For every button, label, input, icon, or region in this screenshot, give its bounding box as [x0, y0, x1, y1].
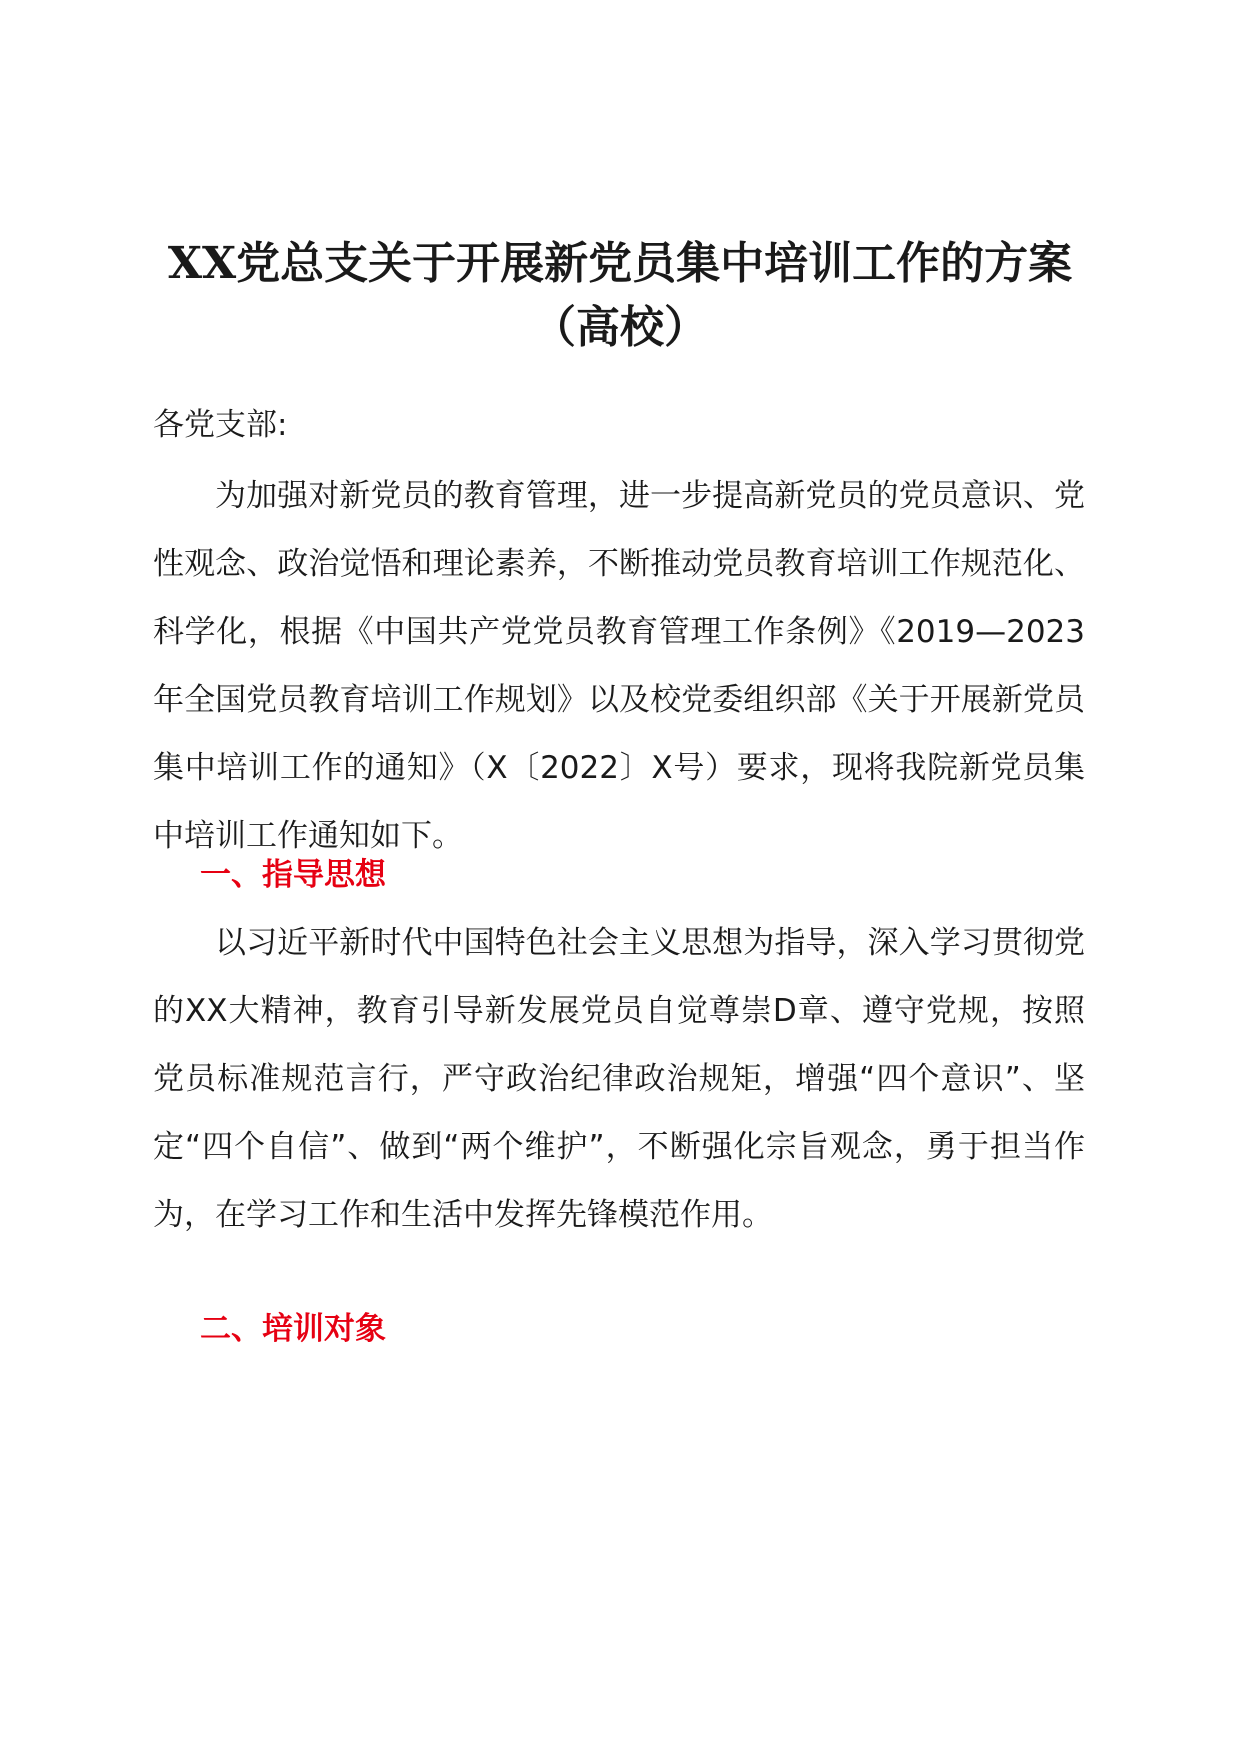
section-heading-training-targets: 二、培训对象: [200, 1311, 386, 1347]
intro-paragraph: 为加强对新党员的教育管理，进一步提高新党员的党员意识、党性观念、政治觉悟和理论素养，不断推动党员教育培训工作规范化、科学化，根据《中国共产党党员教育管理工作条例》《2019—2023年全国党员教育培训工作规划》以及校党委组织部《关于开展新党员集中培训工作的通知》（X〔2022〕X号）要求，现将我院新党员集中培训工作通知如下。: [153, 478, 1085, 854]
section-heading-guiding-ideology: 一、指导思想: [200, 857, 386, 893]
guiding-ideology-paragraph: 以习近平新时代中国特色社会主义思想为指导，深入学习贯彻党的XX大精神，教育引导新发展党员自觉尊崇D章、遵守党规，按照党员标准规范言行，严守政治纪律政治规矩，增强“四个意识”、坚定“四个自信”、做到“两个维护”，不断强化宗旨观念，勇于担当作为，在学习工作和生活中发挥先锋模范作用。: [153, 925, 1085, 1233]
salutation: 各党支部:: [153, 407, 288, 443]
document-title: XX党总支关于开展新党员集中培训工作的方案（高校）: [167, 238, 1073, 353]
